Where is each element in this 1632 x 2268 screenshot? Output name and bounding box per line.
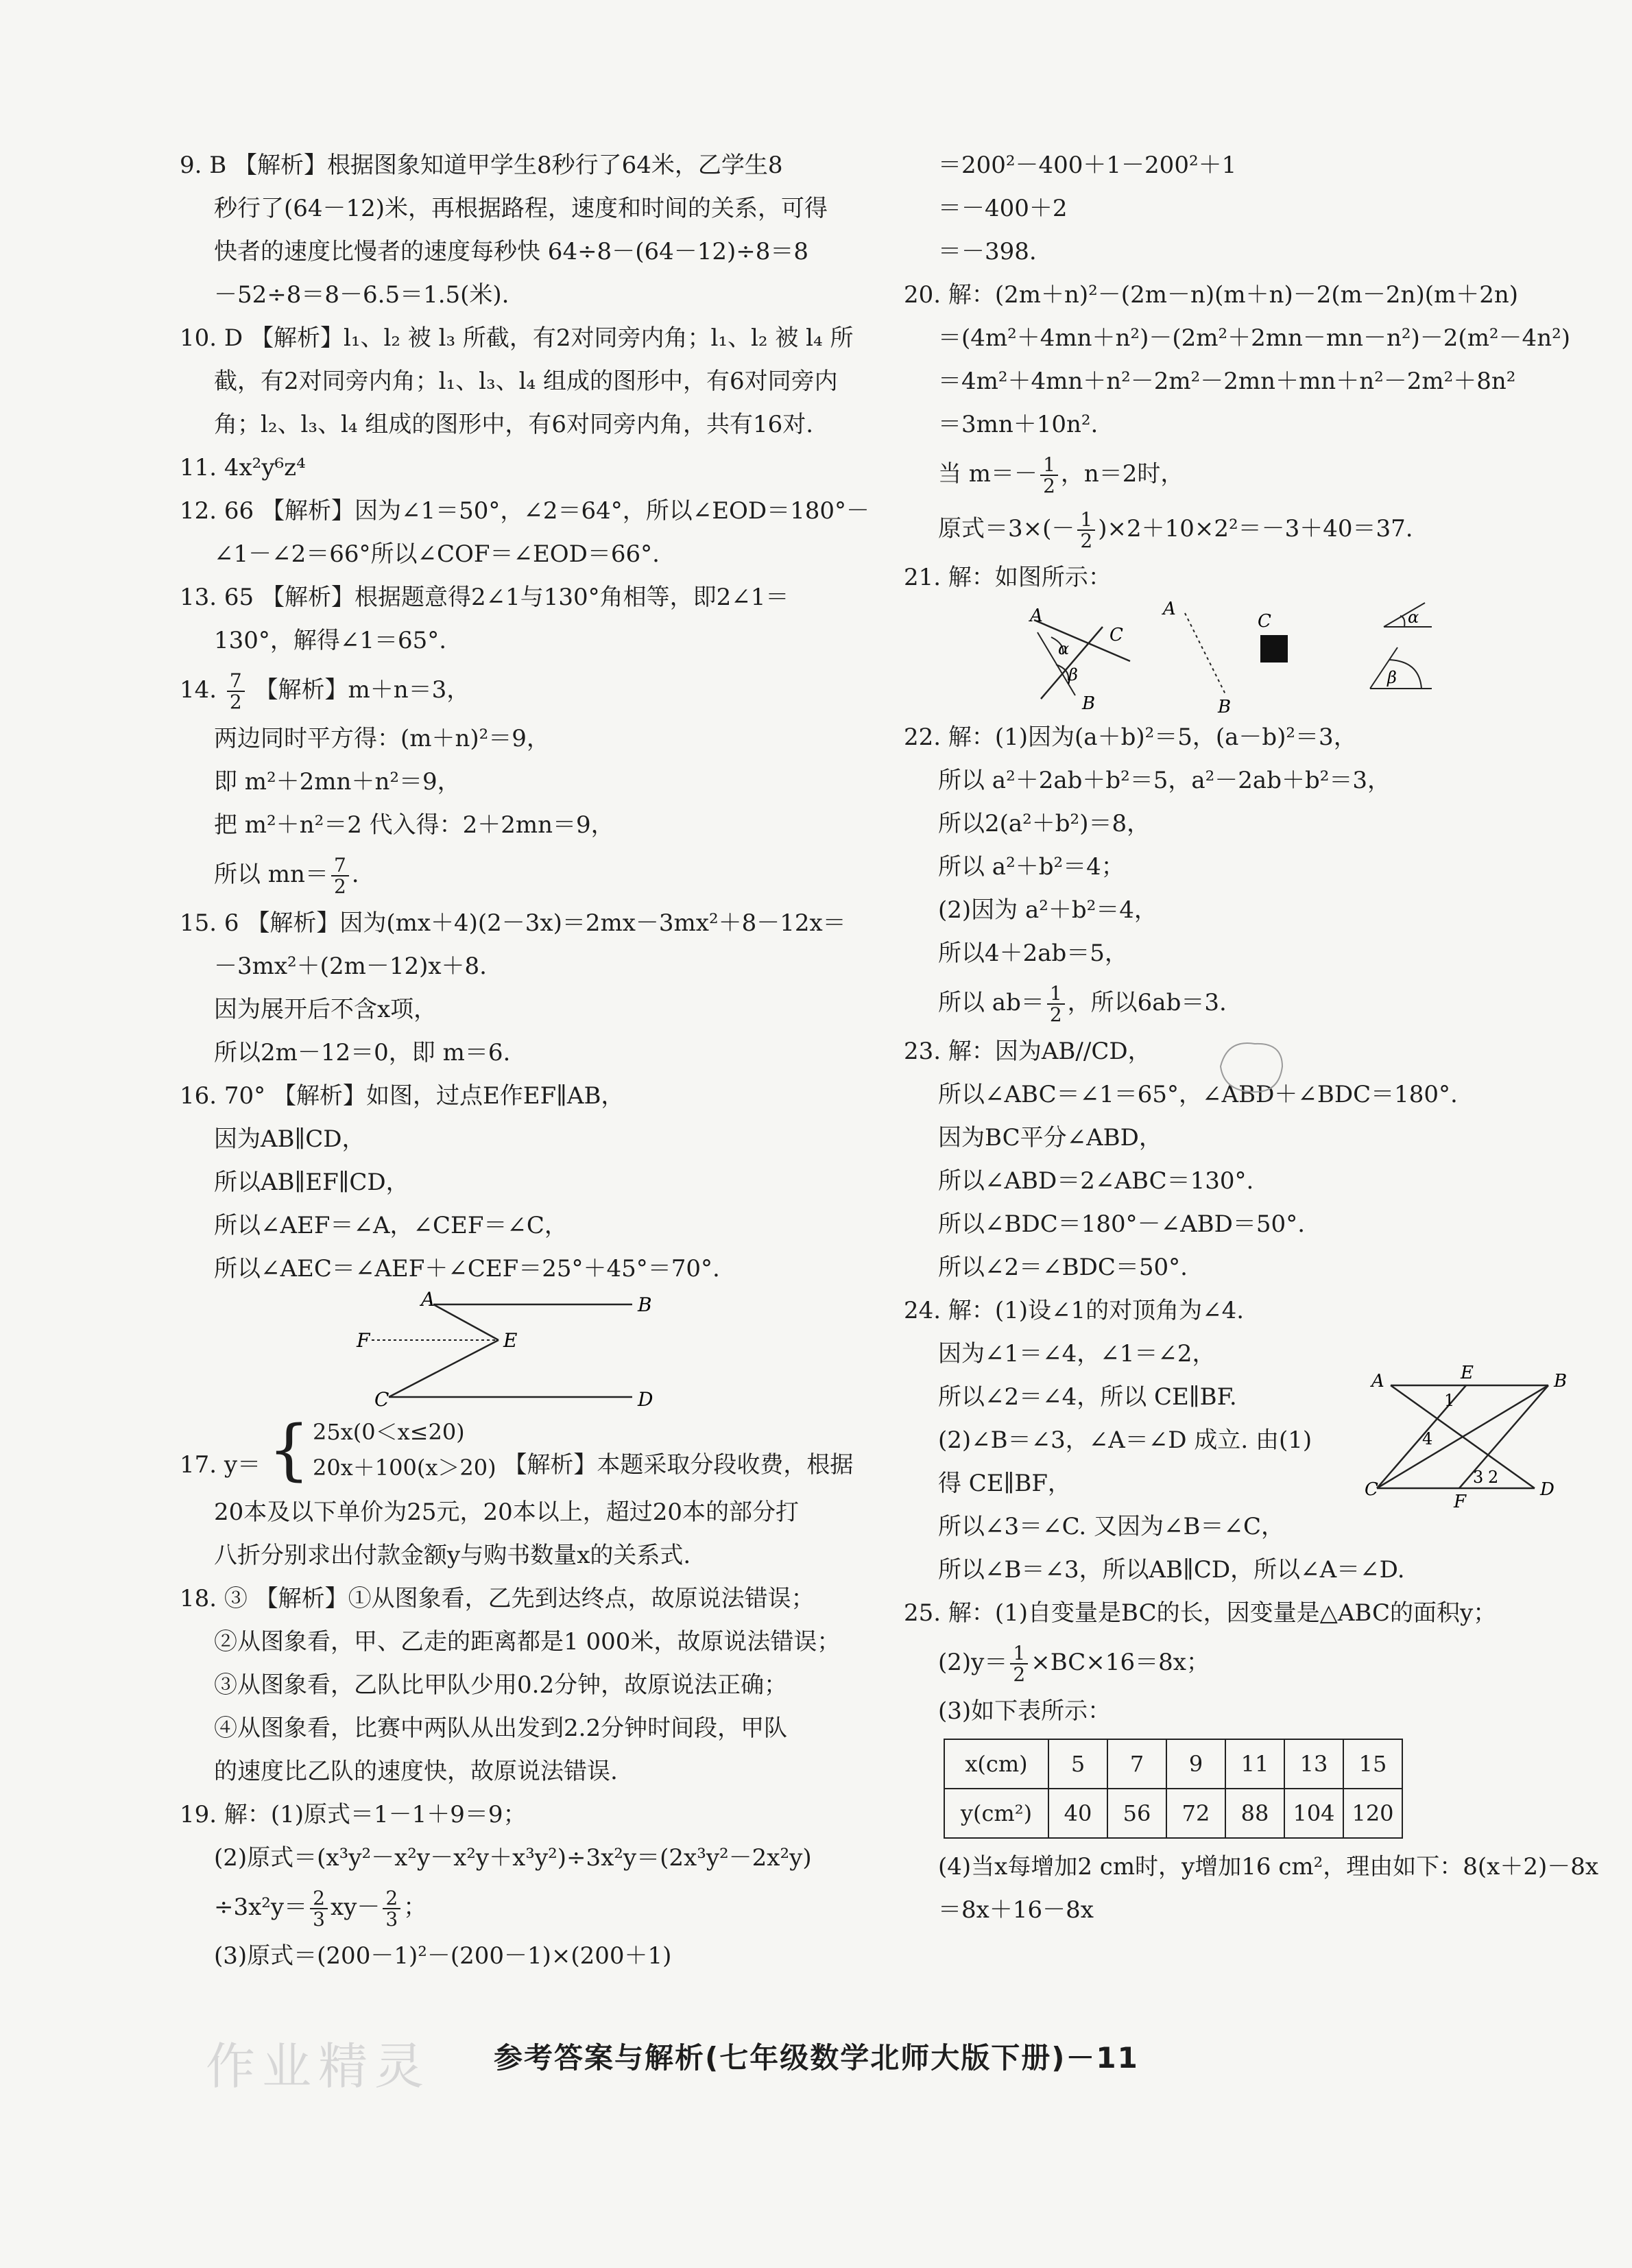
fig24-angle-3: 3: [1473, 1468, 1484, 1487]
q14-line2: 两边同时平方得：(m＋n)²＝9，: [214, 725, 550, 752]
q22-line5: (2)因为 a²＋b²＝4，: [938, 896, 1157, 924]
table-header-x: x(cm): [944, 1739, 1048, 1789]
q14-fraction: [227, 671, 245, 713]
q19-line1: 19. 解：(1)原式＝1－1＋9＝9；: [180, 1801, 527, 1828]
q14-line5: [180, 847, 872, 902]
q17-line1: [180, 1411, 872, 1491]
line-ae: [433, 1304, 499, 1340]
left-column: [180, 144, 872, 1978]
q16-line2: 因为AB∥CD，: [214, 1125, 365, 1153]
fig24-angle-1: 1: [1444, 1391, 1455, 1410]
table-cell: 56: [1107, 1789, 1166, 1838]
q19-f2d: 3: [385, 1908, 398, 1931]
q14-l5-fraction: [331, 855, 349, 897]
q20-when-frac: [1040, 455, 1058, 497]
q22-line6: 所以4＋2ab＝5，: [938, 940, 1128, 967]
fig21-alpha2: α: [1408, 608, 1419, 627]
q20-when-d: 2: [1043, 475, 1055, 497]
q9-line4: －52÷8＝8－6.5＝1.5(米).: [214, 281, 509, 309]
q17-case2: 20x＋100(x＞20): [312, 1455, 496, 1481]
table-cell: 15: [1343, 1739, 1402, 1789]
q20-line1: 20. 解：(2m＋n)²－(2m－n)(m＋n)－2(m－2n)(m＋2n): [904, 281, 1519, 309]
q12-line2: ∠1－∠2＝66°所以∠COF＝∠EOD＝66°.: [214, 540, 660, 568]
q24-line5: 得 CE∥BF，: [938, 1470, 1071, 1497]
q14-analysis: 【解析】m＋n＝3，: [254, 676, 470, 704]
q25-line4: (4)当x每增加2 cm时，y增加16 cm²，理由如下：8(x＋2)－8x: [938, 1853, 1599, 1881]
q20-when: [904, 446, 1589, 501]
q24-line6: 所以∠3＝∠C. 又因为∠B＝∠C，: [938, 1513, 1285, 1540]
label-f: F: [357, 1329, 370, 1352]
fig24-angle-4: 4: [1422, 1429, 1433, 1448]
table-cell: 40: [1048, 1789, 1107, 1838]
q19-cont1: ＝200²－400＋1－200²＋1: [938, 152, 1237, 179]
q20-when-post: ，n＝2时，: [1060, 460, 1184, 488]
q24-line1: 24. 解：(1)设∠1的对顶角为∠4.: [904, 1297, 1245, 1324]
fig24-label-c: C: [1365, 1479, 1378, 1500]
q25-line3: (3)如下表所示：: [938, 1697, 1112, 1725]
label-a: A: [421, 1288, 435, 1311]
label-e: E: [503, 1329, 518, 1352]
q21-line: 21. 解：如图所示：: [904, 564, 1112, 591]
q17-number: 17. y＝: [180, 1451, 261, 1479]
q14-frac-num: 7: [227, 671, 245, 692]
fig21-label-c2: C: [1258, 611, 1271, 632]
label-b: B: [638, 1293, 652, 1316]
fig21-label-a2: A: [1163, 599, 1176, 619]
q17-line2: 20本及以下单价为25元，20本以上，超过20本的部分打: [214, 1499, 800, 1526]
table-cell: 7: [1107, 1739, 1166, 1789]
fig21-label-b: B: [1082, 693, 1096, 714]
q12-line1: 12. 66 【解析】因为∠1＝50°，∠2＝64°，所以∠EOD＝180°－: [180, 497, 870, 525]
q10-line3: 角；l₂、l₃、l₄ 组成的图形中，有6对同旁内角，共有16对.: [214, 411, 814, 438]
q18-line5: 的速度比乙队的速度快，故原说法错误.: [214, 1758, 618, 1785]
q22-post: ，所以6ab＝3.: [1067, 989, 1227, 1016]
fig21-beta2: β: [1387, 668, 1397, 687]
q23-line3: 因为BC平分∠ABD，: [938, 1124, 1162, 1151]
q25-post: ×BC×16＝8x；: [1031, 1649, 1210, 1676]
q22-line7: [904, 975, 1589, 1030]
q25-pre: (2)y＝: [938, 1649, 1008, 1676]
q25-frac: [1010, 1643, 1028, 1685]
q15-line3: 因为展开后不含x项，: [214, 996, 437, 1023]
fig21-beta: β: [1068, 665, 1078, 684]
q16-figure: [180, 1288, 872, 1414]
q14-number: 14.: [180, 676, 217, 704]
table-cell: 88: [1225, 1789, 1284, 1838]
fig21-label-c: C: [1109, 625, 1123, 645]
q19-cont3: ＝－398.: [938, 238, 1037, 265]
q25-d: 2: [1013, 1663, 1026, 1686]
q16-line5: 所以∠AEC＝∠AEF＋∠CEF＝25°＋45°＝70°.: [214, 1255, 720, 1282]
q20-orig-frac: [1077, 510, 1095, 551]
q25-line1: 25. 解：(1)自变量是BC的长，因变量是△ABC的面积y；: [904, 1599, 1497, 1627]
label-c: C: [374, 1388, 389, 1411]
q16-line4: 所以∠AEF＝∠A，∠CEF＝∠C，: [214, 1212, 568, 1239]
table-cell: 120: [1343, 1789, 1402, 1838]
q18-line1: 18. ③ 【解析】①从图象看，乙先到达终点，故原说法错误；: [180, 1585, 815, 1612]
q24-line7: 所以∠B＝∠3，所以AB∥CD，所以∠A＝∠D.: [938, 1556, 1405, 1584]
q20-orig-post: )×2＋10×2²＝－3＋40＝37.: [1098, 515, 1413, 542]
q18-line4: ④从图象看，比赛中两队从出发到2.2分钟时间段，甲队: [214, 1715, 788, 1742]
stamp-outline: [1221, 1043, 1282, 1092]
q19-f1n: 2: [310, 1888, 328, 1909]
q15-line4: 所以2m－12＝0，即 m＝6.: [214, 1039, 511, 1066]
q20-when-pre: 当 m＝－: [938, 460, 1038, 488]
q17-piecewise: [267, 1411, 496, 1488]
q23-line6: 所以∠2＝∠BDC＝50°.: [938, 1254, 1188, 1281]
table-cell: 11: [1225, 1739, 1284, 1789]
q14-frac-den: 2: [229, 691, 242, 713]
q22-frac: [1047, 983, 1065, 1025]
fig21-label-b2: B: [1218, 697, 1232, 717]
q14-line4: 把 m²＋n²＝2 代入得：2＋2mn＝9，: [214, 811, 614, 839]
q20-line4: ＝3mn＋10n².: [938, 411, 1099, 438]
black-square-mark: [1260, 635, 1288, 663]
label-d: D: [638, 1388, 653, 1411]
q19-line3: [180, 1880, 872, 1935]
q25-n: 1: [1010, 1643, 1028, 1664]
q10-line2: 截，有2对同旁内角；l₁、l₃、l₄ 组成的图形中，有6对同旁内: [214, 368, 838, 395]
q13-line2: 130°，解得∠1＝65°.: [214, 627, 447, 654]
q20-orig-n: 1: [1077, 510, 1095, 531]
q22-line4: 所以 a²＋b²＝4；: [938, 853, 1125, 881]
q23-line4: 所以∠ABD＝2∠ABC＝130°.: [938, 1167, 1254, 1195]
table-cell: 72: [1166, 1789, 1225, 1838]
q16-line1: 16. 70° 【解析】如图，过点E作EF∥AB，: [180, 1082, 625, 1110]
fig24-label-d: D: [1540, 1479, 1555, 1500]
fig24-angle-2: 2: [1488, 1468, 1499, 1487]
q19-pre: ÷3x²y＝: [214, 1894, 308, 1921]
table-row-y: [944, 1789, 1402, 1838]
q19-mid: xy－: [330, 1894, 381, 1921]
q23-line5: 所以∠BDC＝180°－∠ABD＝50°.: [938, 1210, 1306, 1238]
q17-case1: 25x(0＜x≤20): [312, 1419, 465, 1445]
q18-line3: ③从图象看，乙队比甲队少用0.2分钟，故原说法正确；: [214, 1671, 788, 1699]
table-cell: 5: [1048, 1739, 1107, 1789]
q19-post: ；: [403, 1894, 427, 1921]
fig24-label-b: B: [1554, 1371, 1568, 1392]
fig21-label-a: A: [1030, 606, 1043, 626]
q25-line5: ＝8x＋16－8x: [938, 1896, 1094, 1924]
q20-orig-pre: 原式＝3×(－: [938, 515, 1075, 542]
q20-orig-d: 2: [1080, 529, 1093, 552]
q17-line3: 八折分别求出付款金额y与购书数量x的关系式.: [214, 1542, 691, 1569]
q22-line1: 22. 解：(1)因为(a＋b)²＝5，(a－b)²＝3，: [904, 724, 1357, 751]
q11-line: 11. 4x²y⁶z⁴: [180, 454, 306, 481]
q25-table: [944, 1739, 1403, 1839]
q14-l5-den: 2: [333, 875, 346, 898]
q23-line2: 所以∠ABC＝∠1＝65°，∠ABD＋∠BDC＝180°.: [938, 1081, 1458, 1108]
q22-line3: 所以2(a²＋b²)＝8，: [938, 810, 1151, 837]
q22-d: 2: [1049, 1003, 1062, 1026]
q20-when-n: 1: [1040, 455, 1058, 476]
q25-line2: [904, 1635, 1589, 1690]
q24-line2: 因为∠1＝∠4，∠1＝∠2，: [938, 1340, 1216, 1368]
construction-line-3: [1037, 632, 1075, 695]
q24-line3: 所以∠2＝∠4，所以 CE∥BF.: [938, 1383, 1237, 1411]
table-row-x: [944, 1739, 1402, 1789]
fig21-alpha: α: [1058, 639, 1070, 658]
q14-line3: 即 m²＋2mn＋n²＝9，: [214, 768, 461, 796]
q19-line4: (3)原式＝(200－1)²－(200－1)×(200＋1): [214, 1942, 672, 1970]
line-bc: [1377, 1385, 1548, 1488]
q20-result: [904, 501, 1589, 556]
q21-figure: [904, 599, 1589, 716]
q20-line3: ＝4m²＋4mn＋n²－2m²－2mn＋mn＋n²－2m²＋8n²: [938, 368, 1516, 395]
q14-line1: [180, 663, 872, 717]
q21-diagram: [904, 599, 1589, 716]
table-header-y: y(cm²): [944, 1789, 1048, 1838]
q14-l5-num: 7: [331, 855, 349, 876]
table-cell: 13: [1284, 1739, 1343, 1789]
fig24-label-a: A: [1371, 1371, 1384, 1392]
table-cell: 104: [1284, 1789, 1343, 1838]
stamp-mark: [1214, 1036, 1289, 1097]
fig24-label-e: E: [1461, 1363, 1474, 1383]
construction-line-2: [1041, 627, 1103, 699]
q24-diagram: [1365, 1358, 1576, 1512]
q14-l5-post: .: [351, 861, 359, 888]
q14-l5-pre: 所以 mn＝: [214, 861, 328, 888]
q9-line2: 秒行了(64－12)米，再根据路程，速度和时间的关系，可得: [214, 195, 828, 222]
dotted-segment-ab: [1185, 613, 1226, 695]
q9-line1: 9. B 【解析】根据图象知道甲学生8秒行了64米，乙学生8: [180, 152, 783, 179]
q19-frac2: [383, 1888, 400, 1930]
q18-line2: ②从图象看，甲、乙走的距离都是1 000米，故原说法错误；: [214, 1628, 841, 1656]
q22-pre: 所以 ab＝: [938, 989, 1044, 1016]
q15-line2: －3mx²＋(2m－12)x＋8.: [214, 953, 487, 980]
q13-line1: 13. 65 【解析】根据题意得2∠1与130°角相等，即2∠1＝: [180, 584, 789, 611]
q22-line2: 所以 a²＋2ab＋b²＝5，a²－2ab＋b²＝3，: [938, 767, 1391, 794]
q19-cont2: ＝－400＋2: [938, 195, 1068, 222]
q9-line3: 快者的速度比慢者的速度每秒快 64÷8－(64－12)÷8＝8: [214, 238, 808, 265]
page-footer: 参考答案与解析(七年级数学北师大版下册)－11: [494, 2041, 1139, 2075]
watermark: 作业精灵: [206, 2038, 431, 2095]
q17-cases: [313, 1414, 496, 1485]
brace-glyph: {: [267, 1411, 310, 1488]
q19-f1d: 3: [313, 1908, 325, 1931]
line-ec: [389, 1340, 499, 1397]
q19-frac1: [310, 1888, 328, 1930]
q17-analysis: 【解析】本题采取分段收费，根据: [503, 1451, 854, 1479]
fig24-label-f: F: [1454, 1492, 1467, 1512]
q24-line4: (2)∠B＝∠3，∠A＝∠D 成立. 由(1): [938, 1427, 1312, 1454]
table-cell: 9: [1166, 1739, 1225, 1789]
q23-line1: 23. 解：因为AB//CD，: [904, 1038, 1151, 1065]
q10-line1: 10. D 【解析】l₁、l₂ 被 l₃ 所截，有2对同旁内角；l₁、l₂ 被 l₄ 所: [180, 324, 854, 352]
q19-f2n: 2: [383, 1888, 400, 1909]
q24-block: [904, 1289, 1589, 1592]
q16-diagram: [344, 1288, 824, 1414]
q22-n: 1: [1047, 983, 1065, 1005]
q15-line1: 15. 6 【解析】因为(mx＋4)(2－3x)＝2mx－3mx²＋8－12x＝: [180, 909, 846, 937]
q20-line2: ＝(4m²＋4mn＋n²)－(2m²＋2mn－mn－n²)－2(m²－4n²): [938, 324, 1570, 352]
q16-line3: 所以AB∥EF∥CD，: [214, 1169, 409, 1196]
q19-line2: (2)原式＝(x³y²－x²y－x²y＋x³y²)÷3x²y＝(2x³y²－2x²y): [214, 1844, 812, 1872]
